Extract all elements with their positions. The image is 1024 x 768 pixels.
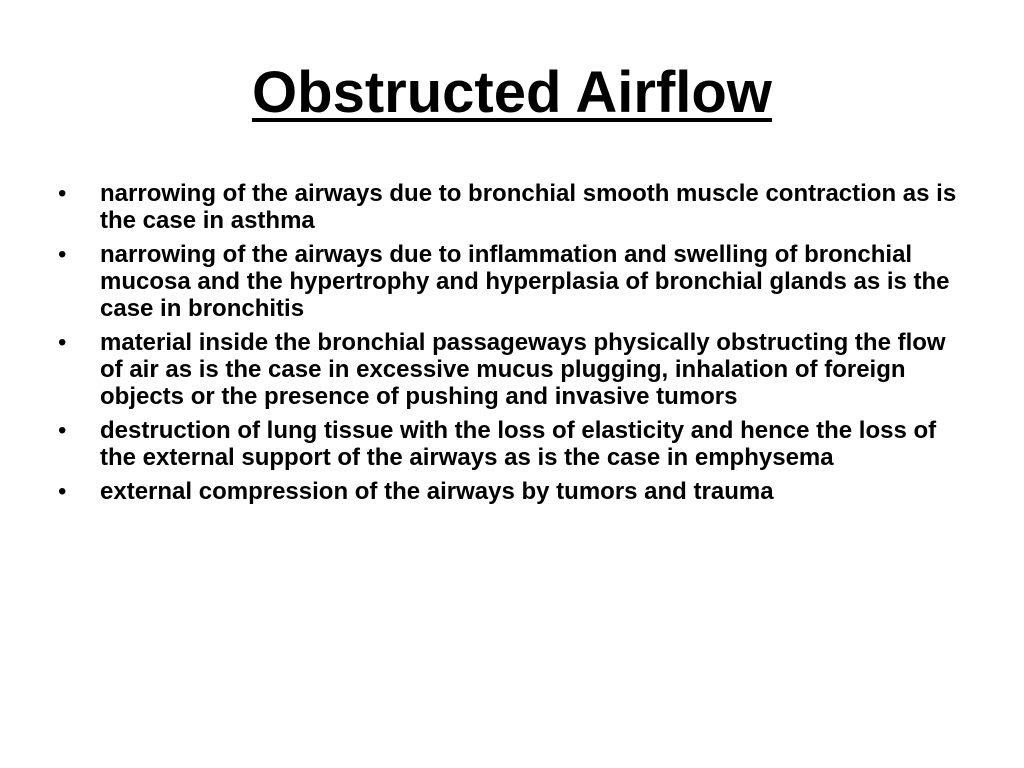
bullet-item (58, 329, 958, 410)
bullet-text: destruction of lung tissue with the loss of elasticity and hence the loss of the external support of the airways as is the case in emphysema (100, 417, 937, 471)
bullet-icon: • (58, 180, 67, 207)
bullet-icon: • (58, 329, 67, 356)
bullet-text: material inside the bronchial passageways physically obstructing the flow of air as is the case in excessive mucus plugging, inhalation of foreign objects or the presence of pushing and invasive tumors (100, 329, 946, 410)
bullet-item (58, 417, 958, 471)
bullet-text: external compression of the airways by tumors and trauma (100, 478, 774, 505)
bullet-list (58, 180, 958, 512)
bullet-item (58, 180, 958, 234)
bullet-item (58, 478, 958, 505)
bullet-item (58, 241, 958, 322)
bullet-text: narrowing of the airways due to bronchial smooth muscle contraction as is the case in asthma (100, 180, 957, 234)
slide-title (0, 58, 1024, 128)
bullet-icon: • (58, 241, 67, 268)
bullet-text: narrowing of the airways due to inflammation and swelling of bronchial mucosa and the hypertrophy and hyperplasia of bronchial glands as is the case in bronchitis (100, 241, 950, 322)
slide-title-text: Obstructed Airflow (252, 60, 772, 125)
bullet-icon: • (58, 417, 67, 444)
bullet-icon: • (58, 478, 67, 505)
